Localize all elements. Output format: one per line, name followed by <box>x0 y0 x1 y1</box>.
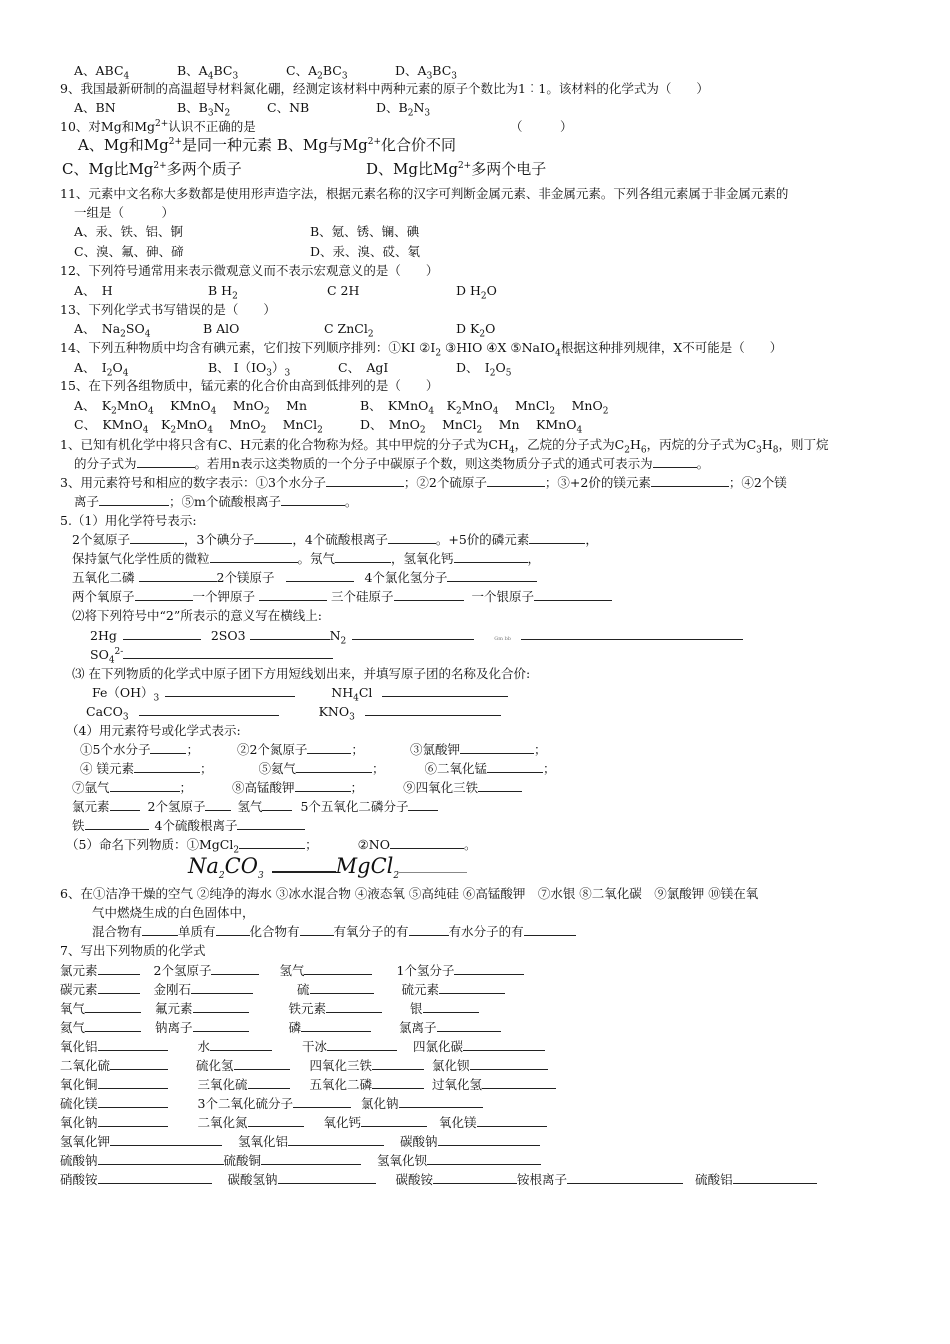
q11-stem-2: 一组是（ ） <box>74 205 175 220</box>
q9-option-d: D、$B_2N_3$ <box>376 100 431 119</box>
answer-blank[interactable] <box>98 1076 168 1089</box>
answer-blank[interactable] <box>193 1000 249 1013</box>
s5-row-6: $SO_4^{2-}$ <box>90 646 333 664</box>
answer-blank[interactable] <box>110 1057 168 1070</box>
answer-blank[interactable] <box>272 857 336 873</box>
q7-row-6: 二氧化硫 硫化氢 四氧化三铁 氯化钡 <box>60 1057 548 1075</box>
q14-option-a: A、 $I_2O_4$ <box>74 360 129 379</box>
answer-blank[interactable] <box>210 1038 272 1051</box>
answer-blank[interactable] <box>438 1133 540 1146</box>
answer-blank[interactable] <box>487 760 543 773</box>
answer-blank[interactable] <box>326 1000 382 1013</box>
answer-blank[interactable] <box>447 569 537 582</box>
answer-blank[interactable] <box>205 798 231 811</box>
answer-blank[interactable] <box>259 588 327 601</box>
mgcl2-formula: MgCl$_2$ <box>335 854 400 882</box>
q7-row-7: 氧化铜 三氧化硫 五氧化二磷 过氧化氢 <box>60 1076 556 1094</box>
answer-blank[interactable] <box>326 474 404 487</box>
q6-line2: 气中燃烧生成的白色固体中， <box>92 905 255 920</box>
fill1-line2: 的分子式为 。若用n表示这类物质的一个分子中碳原子个数，则这类物质分子式的通式可表示为 。 <box>74 456 710 471</box>
answer-blank[interactable] <box>365 703 501 716</box>
q7-row-11: 硫酸钠 硫酸铜 氢氧化钡 <box>60 1152 541 1170</box>
s5-row-3: 五氧化二磷 2个镁原子 4个氯化氢分子 <box>72 569 537 587</box>
answer-blank[interactable] <box>288 1133 384 1146</box>
s5-math-row <box>188 852 467 883</box>
answer-blank[interactable] <box>130 531 184 544</box>
answer-blank[interactable] <box>427 1152 541 1165</box>
q10-stem: 10、对Mg和$Mg^{2+}$认识不正确的是 <box>60 118 256 134</box>
answer-blank[interactable] <box>139 569 217 582</box>
answer-blank[interactable] <box>409 923 449 936</box>
q14-option-c: C、 AgI <box>338 360 389 375</box>
q9-option-b: B、$B_3N_2$ <box>177 100 231 119</box>
answer-blank[interactable] <box>234 1057 290 1070</box>
q7-title: 7、写出下列物质的化学式 <box>60 943 206 958</box>
answer-blank[interactable] <box>327 1038 397 1051</box>
answer-blank[interactable] <box>301 1019 371 1032</box>
answer-blank[interactable] <box>300 923 334 936</box>
q10-option-a: A、Mg和$Mg^{2+}$是同一种元素 B、Mg与$Mg^{2+}$化合价不同 <box>78 136 457 154</box>
s5-row-5: 2Hg 2SO3 $N_2$ Gm bb <box>90 627 743 648</box>
answer-blank[interactable] <box>521 627 743 640</box>
answer-blank[interactable] <box>335 550 391 563</box>
answer-blank[interactable] <box>399 1095 483 1108</box>
q9-stem: 9、我国最新研制的高温超导材料氮化硼，经测定该材料中两种元素的原子个数比为1︰1。该材料的化学式为（ ） <box>60 81 709 96</box>
answer-blank[interactable] <box>254 531 292 544</box>
na2co3-formula: $Na_2CO_3$ <box>188 854 264 882</box>
q12-option-c: C 2H <box>327 283 360 298</box>
q7-row-8: 硫化镁 3个二氧化硫分子 氯化钠 <box>60 1095 483 1113</box>
answer-blank[interactable] <box>134 760 200 773</box>
q13-option-b: B AlO <box>203 321 240 336</box>
q15-option-d: D、 MnO$_2$ MnCl$_2$ Mn KMnO$_4$ <box>360 417 583 436</box>
q12-option-d: D $H_2O$ <box>456 283 497 302</box>
q12-option-b: B $H_2$ <box>208 283 238 302</box>
answer-blank[interactable] <box>262 798 292 811</box>
answer-blank[interactable] <box>261 1152 361 1165</box>
s5-row-10: ④ 镁元素 ； ⑤氦气 ； ⑥二氧化锰 ； <box>80 761 556 776</box>
answer-blank[interactable] <box>390 836 464 849</box>
answer-blank[interactable] <box>470 1057 548 1070</box>
s5-row-13: 铁 4个硫酸根离子 <box>72 817 305 835</box>
answer-blank[interactable] <box>237 817 305 830</box>
q8-option-d: D、$A_3BC_3$ <box>395 63 458 82</box>
q7-row-3: 氧气 氟元素 铁元素 银 <box>60 1000 479 1018</box>
s5-heading-1: 5.（1）用化学符号表示: <box>60 513 197 528</box>
answer-blank[interactable] <box>142 923 178 936</box>
answer-blank[interactable] <box>423 1000 479 1013</box>
answer-blank[interactable] <box>433 1171 517 1184</box>
answer-blank[interactable] <box>388 531 436 544</box>
answer-blank[interactable] <box>361 1114 427 1127</box>
s5-row-2: 保持氯气化学性质的微粒 。氖气 ，氢氧化钙 ， <box>72 551 541 566</box>
q15-option-c: C、 KMnO$_4$ $K_2MnO_4$ MnO$_2$ MnCl$_2$ <box>74 417 323 436</box>
answer-blank[interactable] <box>135 588 193 601</box>
answer-blank[interactable] <box>460 741 534 754</box>
answer-blank[interactable] <box>110 1133 222 1146</box>
answer-blank[interactable] <box>372 1076 424 1089</box>
answer-blank[interactable] <box>463 1038 545 1051</box>
answer-blank[interactable] <box>352 627 474 640</box>
q14-option-b: B、 $I(IO_3)_3$ <box>208 360 291 379</box>
s5-row-12: 氯元素 2个氢原子 氢气 5个五氧化二磷分子 <box>72 798 438 816</box>
answer-blank[interactable] <box>248 1114 304 1127</box>
answer-blank[interactable] <box>98 962 140 975</box>
q8-option-b: B、$A_4BC_3$ <box>177 63 239 82</box>
answer-blank[interactable] <box>477 1114 547 1127</box>
q7-row-12: 硝酸铵 碳酸氢钠 碳酸铵 铵根离子 硫酸铝 <box>60 1171 817 1189</box>
answer-blank[interactable] <box>281 493 345 506</box>
answer-blank[interactable] <box>439 981 505 994</box>
answer-blank[interactable] <box>733 1171 817 1184</box>
answer-blank[interactable] <box>98 1114 168 1127</box>
answer-blank[interactable] <box>534 588 612 601</box>
answer-blank[interactable] <box>653 455 697 468</box>
answer-blank[interactable] <box>150 741 186 754</box>
answer-blank[interactable] <box>248 1076 290 1089</box>
q7-row-10: 氢氧化钾 氢氧化铝 碳酸钠 <box>60 1133 540 1151</box>
q15-stem: 15、在下列各组物质中，锰元素的化合价由高到低排列的是（ ） <box>60 378 439 393</box>
s5-row-7: $Fe(OH)_3$ $NH_4Cl$ <box>92 684 508 702</box>
s5-row-11: ⑦氩气 ； ⑧高锰酸钾 ； ⑨四氧化三铁 <box>72 779 522 797</box>
q13-stem: 13、下列化学式书写错误的是（ ） <box>60 302 276 317</box>
s5-heading-2: ⑵将下列符号中“2”所表示的意义写在横线上: <box>72 608 322 623</box>
q12-option-a: A、 H <box>74 283 113 298</box>
q13-option-d: D $K_2O$ <box>456 321 496 340</box>
answer-blank[interactable] <box>307 741 351 754</box>
answer-blank[interactable] <box>239 836 305 849</box>
answer-blank[interactable] <box>137 455 195 468</box>
s5-row-9: ①5个水分子 ； ②2个氮原子 ； ③氯酸钾 ； <box>80 742 547 757</box>
answer-blank[interactable] <box>295 779 351 792</box>
q6-line1: 6、在①洁净干燥的空气 ②纯净的海水 ③冰水混合物 ④液态氧 ⑤高纯硅 ⑥高锰酸钾 ⑦水银 ⑧二氧化碳 ⑨氯酸钾 ⑩镁在氧 <box>60 886 759 901</box>
answer-blank[interactable] <box>98 1152 224 1165</box>
answer-blank[interactable] <box>123 646 333 659</box>
answer-blank[interactable] <box>382 684 508 697</box>
answer-blank[interactable] <box>193 1019 249 1032</box>
answer-blank[interactable] <box>296 760 372 773</box>
q14-option-d: D、 $I_2O_5$ <box>456 360 512 379</box>
answer-blank[interactable] <box>110 798 140 811</box>
q11-option-a: A、汞、铁、铝、锕 <box>74 224 184 239</box>
q10-option-c: C、Mg比$Mg^{2+}$多两个质子 <box>62 160 242 178</box>
answer-blank[interactable] <box>651 474 729 487</box>
fill3-line2: 离子 ；⑤m个硫酸根离子 。 <box>74 494 358 509</box>
q11-stem-1: 11、元素中文名称大多数都是使用形声造字法，根据元素名称的汉字可判断金属元素、非金属元素。下列各组元素属于非金属元素的 <box>60 186 789 201</box>
answer-blank[interactable] <box>304 962 372 975</box>
answer-blank[interactable] <box>98 1095 168 1108</box>
q9-option-c: C、NB <box>267 100 310 115</box>
answer-blank[interactable] <box>98 1038 168 1051</box>
fill3-line1: 3、用元素符号和相应的数字表示：①3个水分子 ；②2个硫原子 ；③+2价的镁元素 ；④2个镁 <box>60 475 787 490</box>
q7-row-9: 氧化钠 二氧化氮 氧化钙 氧化镁 <box>60 1114 547 1132</box>
q8-option-c: C、$A_2BC_3$ <box>286 63 348 82</box>
answer-blank[interactable] <box>310 981 374 994</box>
answer-blank[interactable] <box>139 703 279 716</box>
s5-heading-3: ⑶ 在下列物质的化学式中原子团下方用短线划出来，并填写原子团的名称及化合价: <box>72 666 531 681</box>
q7-row-2: 碳元素 金刚石 硫 硫元素 <box>60 981 505 999</box>
answer-blank[interactable] <box>286 569 354 582</box>
s5-heading-4: （4）用元素符号或化学式表示: <box>66 723 241 738</box>
q15-option-a: A、 $K_2MnO_4$ KMnO$_4$ MnO$_2$ Mn <box>74 398 307 417</box>
answer-blank[interactable] <box>278 1171 376 1184</box>
answer-blank[interactable] <box>372 1057 424 1070</box>
q7-row-1: 氯元素 2个氢原子 氢气 1个氢分子 <box>60 962 524 980</box>
q7-row-4: 氦气 钠离子 磷 氯离子 <box>60 1019 501 1037</box>
answer-blank[interactable] <box>394 588 464 601</box>
answer-blank[interactable] <box>85 1000 141 1013</box>
answer-blank[interactable] <box>110 779 180 792</box>
q10-option-d: D、Mg比$Mg^{2+}$多两个电子 <box>366 160 547 178</box>
answer-blank[interactable] <box>482 1076 556 1089</box>
q15-option-b: B、 KMnO$_4$ $K_2MnO_4$ MnCl$_2$ MnO$_2$ <box>360 398 609 417</box>
answer-blank[interactable] <box>98 1171 212 1184</box>
q13-option-a: A、 $Na_2SO_4$ <box>74 321 151 340</box>
answer-blank[interactable] <box>529 531 585 544</box>
answer-blank[interactable] <box>408 798 438 811</box>
answer-blank[interactable] <box>567 1171 683 1184</box>
q10-paren: （ ） <box>510 119 573 134</box>
q13-option-c: C ZnCl$_2$ <box>324 321 374 340</box>
answer-blank[interactable] <box>123 627 201 640</box>
q12-stem: 12、下列符号通常用来表示微观意义而不表示宏观意义的是（ ） <box>60 263 439 278</box>
answer-blank[interactable] <box>524 923 576 936</box>
answer-blank[interactable] <box>191 981 253 994</box>
answer-blank[interactable] <box>487 474 545 487</box>
answer-blank[interactable] <box>165 684 295 697</box>
answer-blank[interactable] <box>216 923 250 936</box>
answer-blank[interactable] <box>99 493 169 506</box>
s5-heading-5: （5）命名下列物质：①MgCl$_2$ ； ②NO 。 <box>66 837 477 856</box>
answer-blank[interactable] <box>85 1019 141 1032</box>
q11-option-c: C、溴、氟、砷、碲 <box>74 244 184 259</box>
s5-row-8: CaCO$_3$ $KNO_3$ <box>86 703 501 721</box>
fill1-line1: 1、已知有机化学中将只含有C、H元素的化合物称为烃。其中甲烷的分子式为$CH_4$，乙烷的分子式为$C_2H_6$，丙烷的分子式为$C_3H_8$，则丁烷 <box>60 437 829 456</box>
q14-stem: 14、下列五种物质中均含有碘元素，它们按下列顺序排列：①KI $②I_2$ ③HIO ④X ⑤NaIO$_4$根据这种排列规律，X不可能是（ ） <box>60 340 783 359</box>
answer-blank[interactable] <box>478 779 522 792</box>
answer-blank[interactable] <box>85 817 149 830</box>
answer-blank[interactable] <box>210 550 298 563</box>
answer-blank[interactable] <box>399 858 467 873</box>
answer-blank[interactable] <box>293 1095 351 1108</box>
s5-row-4: 两个氧原子 一个钾原子 三个硅原子 一个银原子 <box>72 588 612 606</box>
s5-row-1: 2个氦原子 ，3个碘分子 ，4个硫酸根离子 。+5价的磷元素 ， <box>72 532 598 547</box>
answer-blank[interactable] <box>211 962 259 975</box>
q11-option-b: B、氪、锈、镧、碘 <box>310 224 420 239</box>
q11-option-d: D、汞、溴、砹、氡 <box>310 244 421 259</box>
answer-blank[interactable] <box>98 981 140 994</box>
answer-blank[interactable] <box>454 962 524 975</box>
q8-option-a: A、$ABC_4$ <box>74 63 130 82</box>
q6-line3: 混合物有 单质有 化合物有 有氧分子的有 有水分子的有 <box>92 923 576 941</box>
q7-row-5: 氧化铝 水 干冰 四氯化碳 <box>60 1038 545 1056</box>
answer-blank[interactable] <box>454 550 528 563</box>
q9-option-a: A、BN <box>74 100 116 115</box>
answer-blank[interactable] <box>437 1019 501 1032</box>
answer-blank[interactable] <box>250 627 330 640</box>
